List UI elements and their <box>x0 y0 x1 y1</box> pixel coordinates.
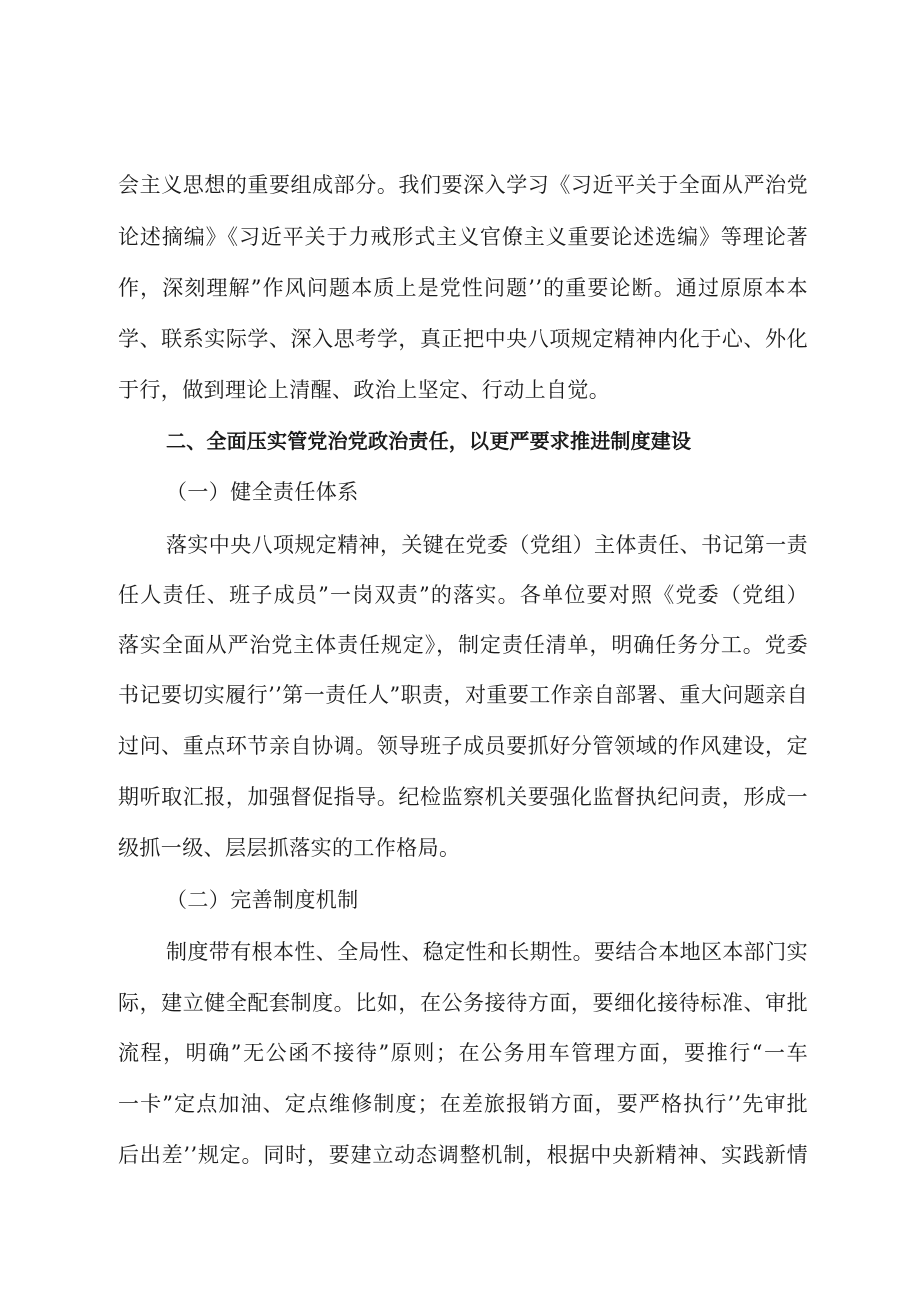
paragraph-line: 后出差’’规定。同时，要建立动态调整机制，根据中央新精神、实践新情 <box>118 1143 808 1167</box>
paragraph-line: 落实中央八项规定精神，关键在党委（党组）主体责任、书记第一责 <box>166 533 808 557</box>
paragraph-line: 流程，明确”无公函不接待”原则；在公务用车管理方面，要推行“一车 <box>118 1041 808 1065</box>
paragraph-line: 级抓一级、层层抓落实的工作格局。 <box>118 836 461 860</box>
paragraph-line: 会主义思想的重要组成部分。我们要深入学习《习近平关于全面从严治党 <box>118 173 808 197</box>
paragraph-line: 论述摘编》《习近平关于力戒形式主义官僚主义重要论述选编》等理论著 <box>118 225 808 249</box>
paragraph-line: 期听取汇报，加强督促指导。纪检监察机关要强化监督执纪问责，形成一 <box>118 785 808 809</box>
paragraph-line: 任人责任、班子成员”一岗双责”的落实。各单位要对照《党委（党组） <box>118 583 808 607</box>
paragraph-line: 书记要切实履行’’第一责任人”职责，对重要工作亲自部署、重大问题亲自 <box>118 683 808 707</box>
section-heading: 二、全面压实管党治党政治责任，以更严要求推进制度建设 <box>166 429 692 453</box>
paragraph-line: 制度带有根本性、全局性、稳定性和长期性。要结合本地区本部门实 <box>166 940 808 964</box>
paragraph-line: 际，建立健全配套制度。比如，在公务接待方面，要细化接待标准、审批 <box>118 991 808 1015</box>
subsection-heading: （二）完善制度机制 <box>166 888 359 912</box>
paragraph-line: 过问、重点环节亲自协调。领导班子成员要抓好分管领域的作风建设，定 <box>118 734 808 758</box>
paragraph-line: 落实全面从严治党主体责任规定》，制定责任清单，明确任务分工。党委 <box>118 633 808 657</box>
paragraph-line: 于行，做到理论上清醒、政治上坚定、行动上自觉。 <box>118 378 611 402</box>
paragraph-line: 作，深刻理解”作风问题本质上是党性问题’’的重要论断。通过原原本本 <box>118 276 808 300</box>
subsection-heading: （一）健全责任体系 <box>166 480 359 504</box>
paragraph-line: 学、联系实际学、深入思考学，真正把中央八项规定精神内化于心、外化 <box>118 327 808 351</box>
paragraph-line: 一卡”定点加油、定点维修制度；在差旅报销方面，要严格执行’’先审批 <box>118 1092 808 1116</box>
